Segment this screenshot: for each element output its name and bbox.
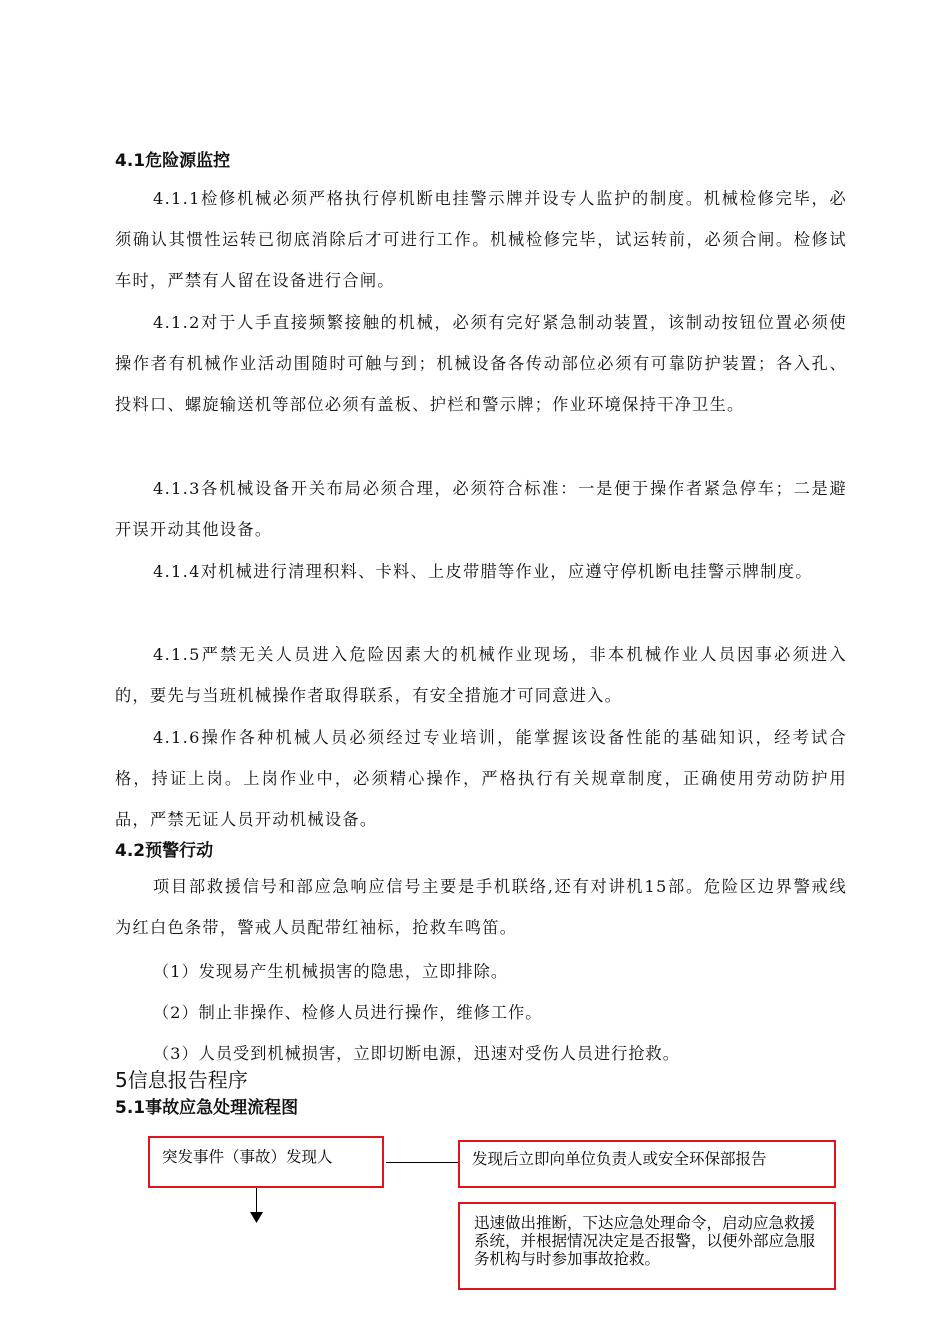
section-heading-5-1: 5.1事故应急处理流程图 [115,1098,299,1118]
section-heading-4-2: 4.2预警行动 [115,841,214,861]
paragraph-4-1-4: 4.1.4对机械进行清理积料、卡料、上皮带腊等作业，应遵守停机断电挂警示牌制度。 [153,562,813,581]
flow-box-report [458,1140,836,1188]
flow-box-report-text: 发现后立即向单位负责人或安全环保部报告 [472,1150,767,1168]
section-heading-4-1: 4.1危险源监控 [115,151,231,171]
flow-box-discoverer [148,1136,384,1188]
list-item: （1）发现易产生机械损害的隐患，立即排除。 [153,962,509,981]
paragraph-4-1-5: 4.1.5严禁无关人员进入危险因素大的机械作业现场，非本机械作业人员因事必须进入的，要先与当班机械操作者取得联系，有安全措施才可同意进入。 [115,645,847,705]
paragraph-4-1-2: 4.1.2对于人手直接频繁接触的机械，必须有完好紧急制动装置，该制动按钮位置必须使操作者有机械作业活动围随时可触与到；机械设备各传动部位必须有可靠防护装置；各入孔、投料口、螺旋输送机等部位必须有盖板、护栏和警示牌；作业环境保持干净卫生。 [115,313,847,414]
list-item: （3）人员受到机械损害，立即切断电源，迅速对受伤人员进行抢救。 [153,1044,680,1063]
flow-connector-line [386,1162,458,1163]
flow-box-discoverer-text: 突发事件（事故）发现人 [162,1148,333,1166]
flow-box-decision-text: 迅速做出推断，下达应急处理命令，启动应急救援系统，并根据情况决定是否报警，以便外部应急服务机构与时参加事故抢救。 [474,1214,816,1268]
section-heading-5: 5信息报告程序 [115,1068,248,1092]
paragraph-4-1-3: 4.1.3各机械设备开关布局必须合理，必须符合标准：一是便于操作者紧急停车；二是避开误开动其他设备。 [115,479,847,539]
paragraph-4-2-intro: 项目部救援信号和部应急响应信号主要是手机联络,还有对讲机15部。危险区边界警戒线为红白色条带，警戒人员配带红袖标，抢救车鸣笛。 [115,877,847,937]
paragraph-4-1-6: 4.1.6操作各种机械人员必须经过专业培训，能掌握该设备性能的基础知识，经考试合格，持证上岗。上岗作业中，必须精心操作，严格执行有关规章制度，正确使用劳动防护用品，严禁无证人员开动机械设备。 [115,728,847,829]
flow-box-decision [458,1202,836,1290]
list-item: （2）制止非操作、检修人员进行操作，维修工作。 [153,1003,543,1022]
paragraph-4-1-1: 4.1.1检修机械必须严格执行停机断电挂警示牌并设专人监护的制度。机械检修完毕，必须确认其惯性运转已彻底消除后才可进行工作。机械检修完毕，试运转前，必须合闸。检修试车时，严禁有人留在设备进行合闸。 [115,189,847,290]
flow-arrow-down-icon [250,1212,263,1224]
flow-arrow-shaft [256,1188,257,1214]
